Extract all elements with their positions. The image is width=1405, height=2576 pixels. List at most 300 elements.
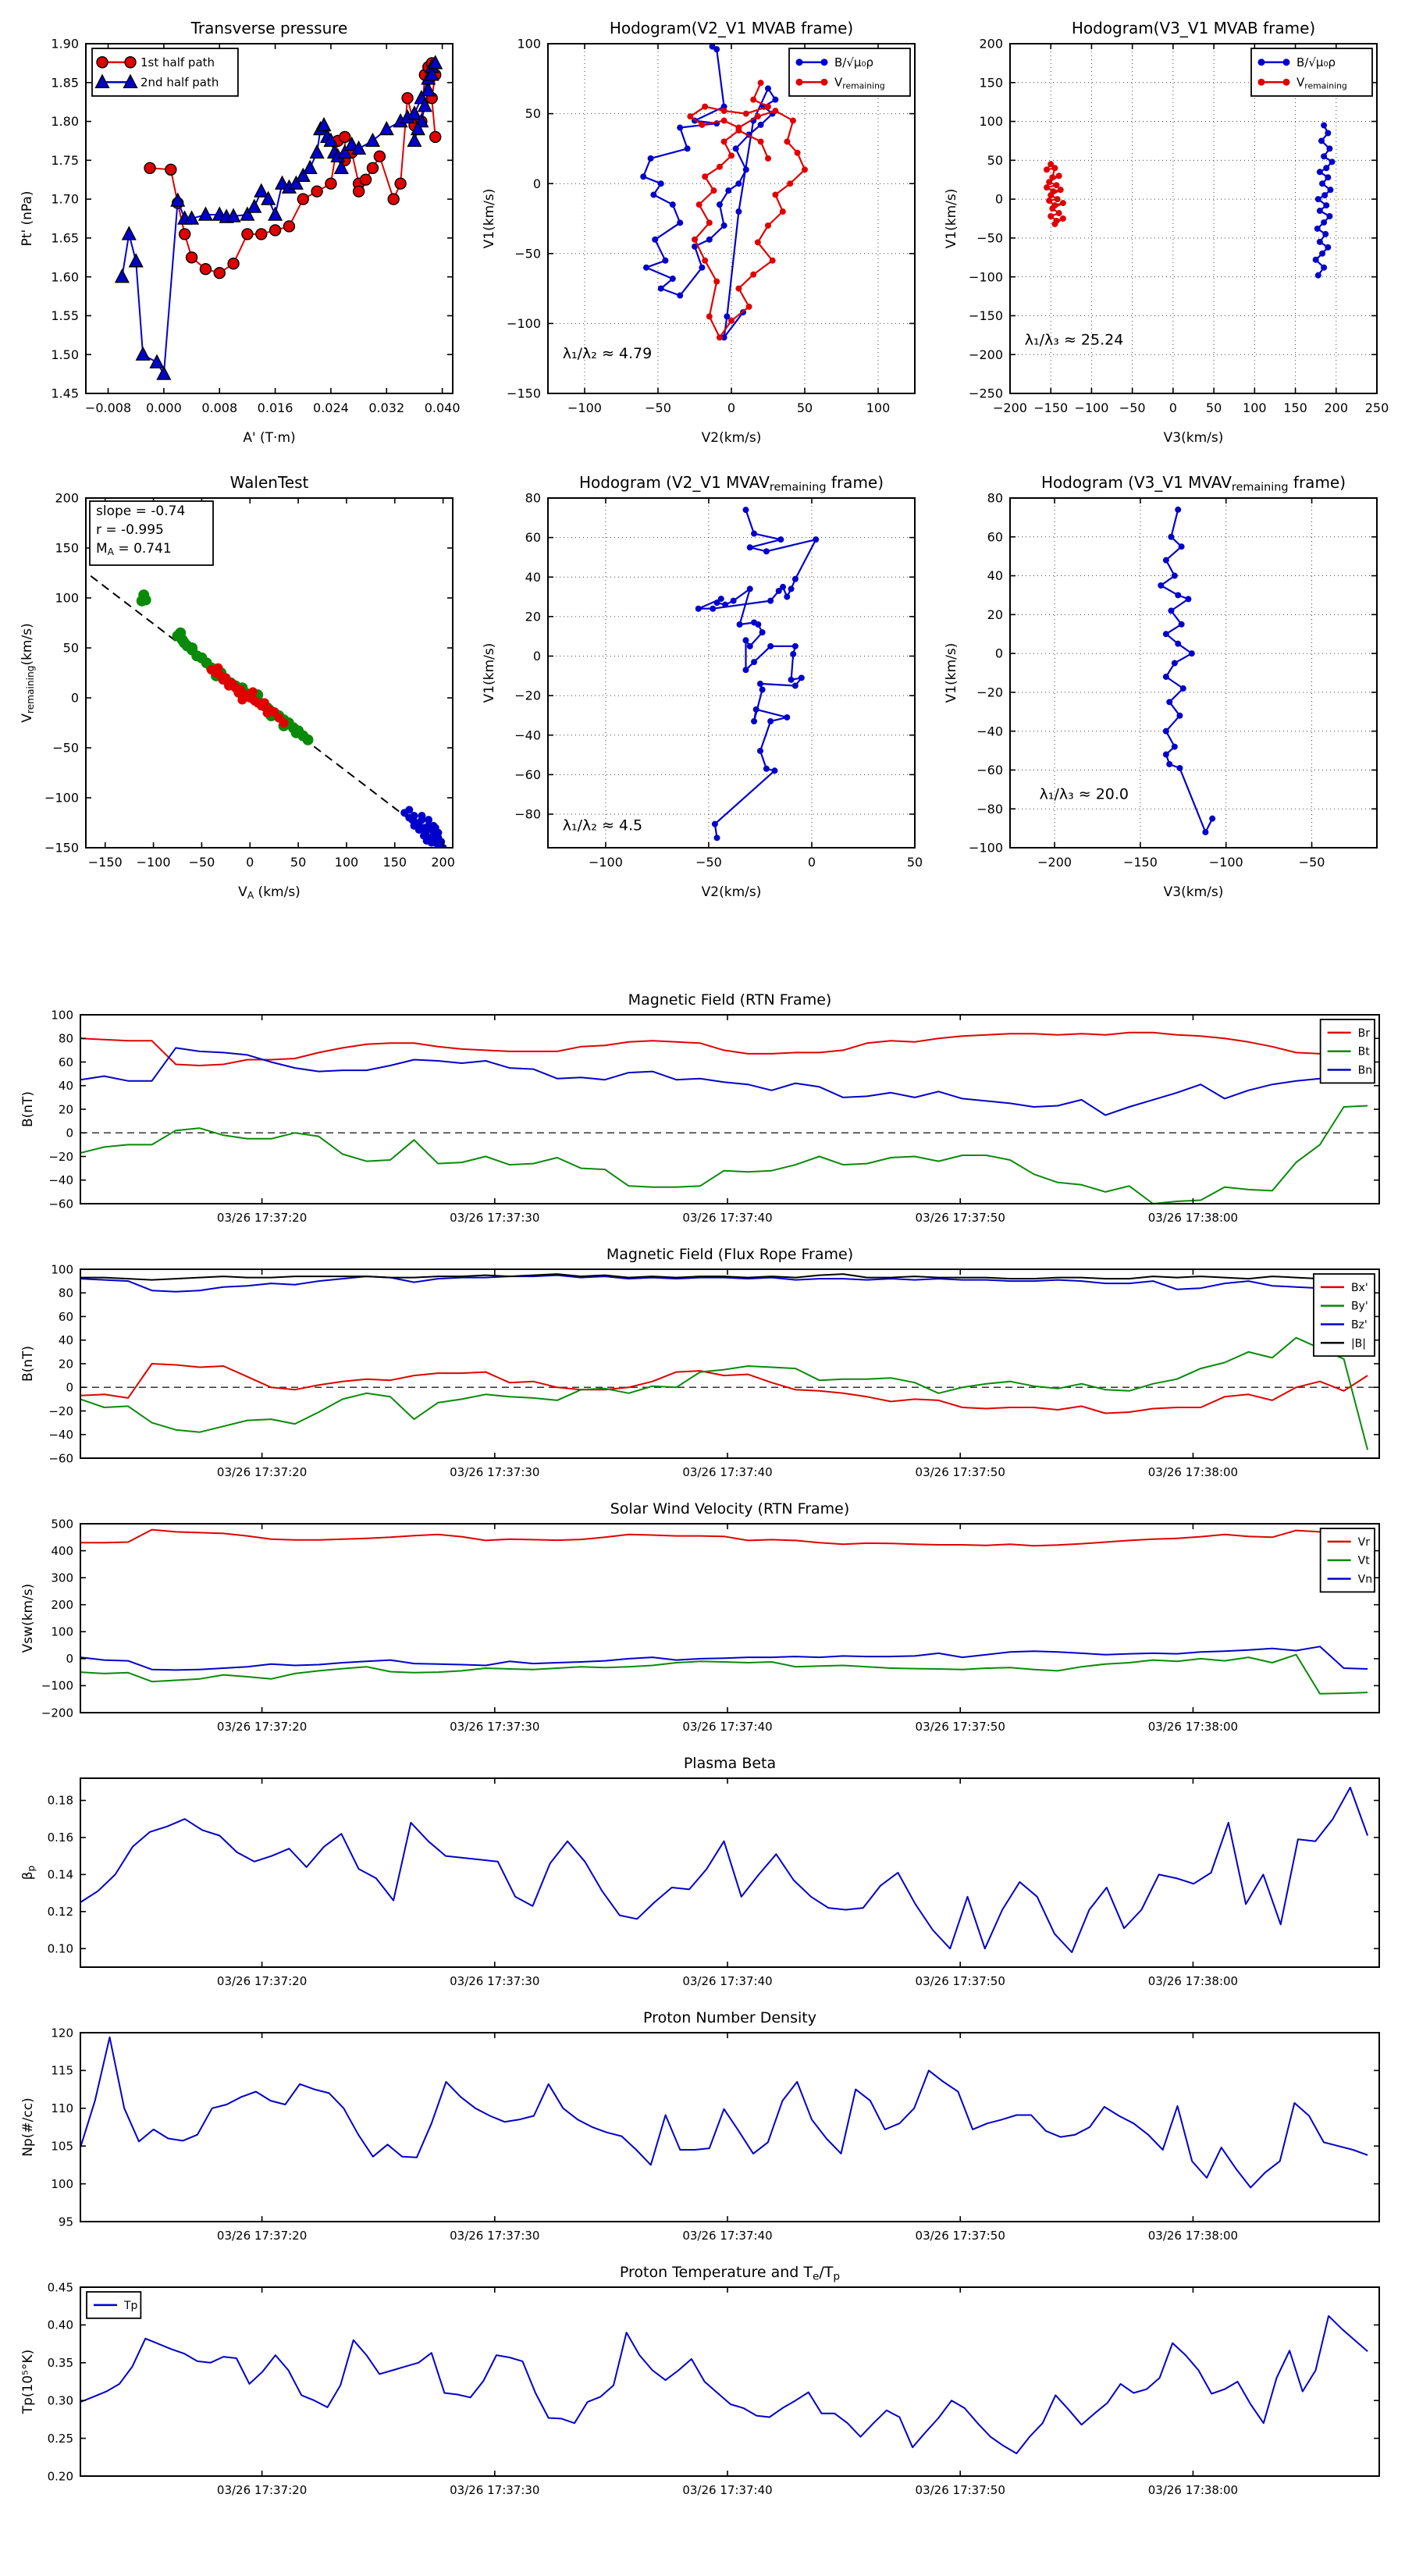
- point-marker: [1163, 631, 1169, 637]
- chart-magnetic-field-rtn: [15, 988, 1390, 1236]
- point-marker: [1056, 210, 1062, 216]
- point-marker: [1168, 607, 1174, 614]
- point-marker: [702, 173, 708, 180]
- series-group: [80, 1274, 1368, 1450]
- point-marker: [755, 239, 761, 245]
- point-marker: [757, 681, 763, 687]
- svg-text:−150: −150: [1033, 400, 1069, 415]
- chart-proton-number-density: [15, 2006, 1390, 2254]
- svg-text:λ₁/λ₃ ≈ 20.0: λ₁/λ₃ ≈ 20.0: [1039, 785, 1129, 803]
- point-marker: [652, 237, 658, 243]
- point-marker: [1048, 213, 1054, 219]
- svg-text:80: 80: [58, 1286, 73, 1300]
- svg-text:110: 110: [51, 2101, 73, 2116]
- point-marker: [735, 208, 742, 215]
- chart-proton-temperature: [15, 2261, 1390, 2509]
- point-marker: [712, 821, 718, 827]
- point-marker: [813, 536, 819, 543]
- svg-text:V2(km/s): V2(km/s): [701, 884, 762, 900]
- svg-text:λ₁/λ₃ ≈ 25.24: λ₁/λ₃ ≈ 25.24: [1024, 331, 1124, 349]
- svg-text:Plasma Beta: Plasma Beta: [683, 1755, 777, 1772]
- point-marker: [1258, 59, 1265, 66]
- svg-text:400: 400: [51, 1543, 73, 1558]
- point-marker: [1056, 173, 1062, 179]
- svg-text:1.75: 1.75: [51, 152, 79, 168]
- point-marker: [228, 258, 239, 269]
- point-marker: [677, 293, 683, 299]
- svg-text:1.80: 1.80: [51, 114, 79, 130]
- svg-text:03/26 17:37:20: 03/26 17:37:20: [216, 1720, 308, 1734]
- series-V-remaining: [690, 83, 805, 337]
- svg-text:60: 60: [58, 1055, 73, 1069]
- svg-text:20: 20: [525, 609, 541, 624]
- point-marker: [354, 186, 365, 197]
- point-marker: [710, 606, 716, 612]
- svg-text:−20: −20: [48, 1404, 73, 1418]
- svg-text:Hodogram(V3_V1 MVAB frame): Hodogram(V3_V1 MVAB frame): [1071, 19, 1316, 37]
- svg-text:−100: −100: [567, 400, 602, 415]
- point-marker: [790, 118, 796, 124]
- point-marker: [790, 651, 796, 657]
- point-marker: [658, 180, 664, 187]
- svg-text:−100: −100: [136, 855, 171, 870]
- axes-frame: [548, 498, 915, 848]
- svg-text:03/26 17:37:50: 03/26 17:37:50: [915, 1211, 1005, 1225]
- point-marker: [742, 637, 749, 643]
- point-marker: [743, 111, 749, 117]
- series-Vt: [80, 1655, 1368, 1694]
- point-marker: [733, 145, 739, 151]
- chart-hodogram-v2v1-mvav: [476, 467, 929, 904]
- svg-text:WalenTest: WalenTest: [229, 473, 309, 492]
- point-marker: [721, 108, 727, 114]
- series-beta-p: [80, 1788, 1368, 1952]
- series-Bt: [80, 1106, 1368, 1204]
- point-marker: [1172, 744, 1178, 750]
- svg-text:50: 50: [906, 855, 923, 870]
- svg-text:20: 20: [58, 1102, 73, 1117]
- svg-text:−50: −50: [188, 855, 215, 870]
- point-marker: [1209, 816, 1215, 822]
- chart-svg-proton-temperature: [15, 2261, 1390, 2509]
- svg-text:B(nT): B(nT): [20, 1091, 36, 1128]
- svg-text:|B|: |B|: [1350, 1337, 1367, 1350]
- point-marker: [747, 643, 753, 649]
- svg-text:500: 500: [51, 1517, 73, 1532]
- point-marker: [1163, 752, 1169, 758]
- svg-text:03/26 17:37:20: 03/26 17:37:20: [216, 1211, 308, 1225]
- point-marker: [1179, 543, 1185, 550]
- svg-text:0.040: 0.040: [424, 400, 461, 415]
- point-marker: [742, 507, 749, 513]
- point-marker: [1313, 257, 1319, 263]
- point-marker: [771, 767, 777, 774]
- point-marker: [256, 229, 267, 240]
- svg-text:115: 115: [51, 2063, 73, 2078]
- point-marker: [1323, 165, 1329, 171]
- point-marker: [361, 174, 372, 185]
- point-marker: [429, 822, 437, 830]
- svg-text:−250: −250: [969, 386, 1003, 401]
- point-marker: [248, 687, 258, 696]
- point-marker: [670, 201, 676, 208]
- point-marker: [751, 659, 757, 665]
- point-marker: [706, 313, 713, 319]
- point-marker: [1321, 219, 1327, 226]
- point-marker: [710, 187, 717, 194]
- svg-text:VA (km/s): VA (km/s): [238, 884, 301, 902]
- svg-text:50: 50: [987, 152, 1003, 168]
- chart-svg-magnetic-field-rtn: [15, 988, 1390, 1236]
- svg-text:200: 200: [431, 855, 455, 870]
- svg-text:Magnetic Field (Flux Rope Fram: Magnetic Field (Flux Rope Frame): [606, 1246, 854, 1263]
- point-marker: [1317, 208, 1323, 214]
- svg-text:0: 0: [1168, 400, 1177, 415]
- point-marker: [721, 138, 727, 144]
- svg-text:−100: −100: [44, 790, 79, 806]
- svg-text:1.85: 1.85: [51, 75, 79, 91]
- chart-svg-walen-test: [14, 467, 467, 904]
- svg-text:Bn: Bn: [1357, 1064, 1373, 1077]
- svg-text:03/26 17:38:00: 03/26 17:38:00: [1147, 2229, 1239, 2243]
- point-marker: [662, 258, 668, 264]
- point-marker: [750, 272, 756, 278]
- point-marker: [423, 837, 431, 845]
- point-marker: [242, 229, 253, 240]
- svg-text:0: 0: [807, 855, 816, 870]
- point-marker: [750, 97, 756, 103]
- series-Np: [80, 2037, 1368, 2188]
- svg-text:−50: −50: [1119, 400, 1146, 415]
- svg-text:−60: −60: [514, 767, 541, 782]
- svg-text:−100: −100: [588, 855, 623, 870]
- svg-text:03/26 17:37:50: 03/26 17:37:50: [915, 2229, 1005, 2243]
- svg-text:150: 150: [979, 75, 1003, 91]
- svg-text:03/26 17:37:20: 03/26 17:37:20: [216, 1974, 308, 1988]
- series-Bx': [80, 1364, 1368, 1414]
- point-marker: [792, 682, 799, 688]
- point-marker: [770, 258, 776, 264]
- svg-text:V1(km/s): V1(km/s): [482, 642, 497, 703]
- triangle-marker: [130, 254, 143, 267]
- point-marker: [767, 598, 774, 604]
- svg-text:03/26 17:37:50: 03/26 17:37:50: [915, 1974, 1005, 1988]
- point-marker: [792, 576, 799, 582]
- point-marker: [402, 93, 413, 104]
- point-marker: [1321, 192, 1328, 198]
- triangle-marker: [199, 208, 212, 220]
- chart-hodogram-v3v1-mvav: [938, 467, 1391, 904]
- svg-text:A' (T·m): A' (T·m): [243, 430, 296, 446]
- svg-text:0.000: 0.000: [145, 400, 182, 415]
- svg-text:0.016: 0.016: [257, 400, 293, 415]
- svg-text:0.30: 0.30: [47, 2393, 73, 2408]
- point-marker: [706, 237, 713, 243]
- point-marker: [1283, 79, 1290, 86]
- svg-text:−50: −50: [695, 855, 722, 870]
- svg-text:Solar Wind Velocity (RTN Frame: Solar Wind Velocity (RTN Frame): [610, 1500, 850, 1517]
- point-marker: [140, 595, 151, 606]
- point-marker: [367, 162, 378, 173]
- point-marker: [291, 728, 302, 738]
- svg-text:Pt' (nPa): Pt' (nPa): [20, 190, 35, 247]
- point-marker: [784, 714, 790, 720]
- chart-svg-hodogram-v2v1-mvav: [476, 467, 929, 904]
- svg-text:03/26 17:37:50: 03/26 17:37:50: [915, 1720, 1005, 1734]
- point-marker: [187, 252, 197, 263]
- svg-text:0.14: 0.14: [47, 1867, 73, 1882]
- svg-text:100: 100: [51, 2176, 73, 2191]
- point-marker: [279, 718, 289, 728]
- svg-text:03/26 17:37:50: 03/26 17:37:50: [915, 2483, 1005, 2497]
- point-marker: [796, 79, 803, 86]
- chart-hodogram-v3v1-mvab: [938, 12, 1391, 450]
- svg-text:0: 0: [66, 1652, 73, 1667]
- svg-text:100: 100: [51, 1262, 73, 1277]
- svg-text:−80: −80: [976, 801, 1003, 817]
- svg-text:−20: −20: [514, 688, 541, 703]
- svg-text:−50: −50: [514, 246, 541, 262]
- point-marker: [687, 113, 693, 119]
- svg-text:−200: −200: [41, 1706, 73, 1720]
- point-marker: [270, 225, 281, 236]
- point-marker: [180, 229, 190, 240]
- svg-text:03/26 17:38:00: 03/26 17:38:00: [1147, 1465, 1239, 1479]
- point-marker: [125, 57, 136, 68]
- series-Vr: [80, 1530, 1368, 1546]
- svg-text:Hodogram (V2_V1 MVAVremaining: Hodogram (V2_V1 MVAVremaining frame): [578, 473, 884, 494]
- series-By': [80, 1338, 1368, 1450]
- svg-text:−40: −40: [48, 1173, 73, 1187]
- point-marker: [735, 180, 742, 187]
- point-marker: [658, 286, 664, 292]
- svg-text:−40: −40: [48, 1428, 73, 1442]
- series-group: [91, 576, 448, 852]
- chart-transverse-pressure: [14, 12, 467, 450]
- legend: [1314, 1274, 1375, 1356]
- point-marker: [214, 268, 225, 279]
- svg-text:Tp(10⁵°K): Tp(10⁵°K): [20, 2349, 36, 2414]
- point-marker: [713, 46, 720, 52]
- series-Tp: [80, 2316, 1368, 2453]
- point-marker: [796, 59, 803, 66]
- svg-text:1.45: 1.45: [51, 386, 79, 401]
- legend: [87, 2292, 140, 2318]
- point-marker: [758, 80, 764, 86]
- svg-text:0: 0: [994, 646, 1003, 661]
- chart-svg-proton-number-density: [15, 2006, 1390, 2254]
- point-marker: [784, 594, 790, 600]
- svg-text:Vremaining(km/s): Vremaining(km/s): [20, 623, 37, 723]
- point-marker: [776, 588, 782, 594]
- triangle-marker: [137, 347, 150, 360]
- point-marker: [767, 643, 774, 649]
- svg-text:03/26 17:37:20: 03/26 17:37:20: [216, 1465, 308, 1479]
- svg-text:V2(km/s): V2(km/s): [701, 430, 762, 446]
- point-marker: [757, 748, 763, 754]
- svg-text:Hodogram(V2_V1 MVAB frame): Hodogram(V2_V1 MVAB frame): [609, 19, 854, 37]
- point-marker: [1322, 231, 1329, 237]
- point-marker: [1175, 507, 1181, 513]
- point-marker: [1202, 829, 1208, 835]
- point-marker: [1258, 79, 1265, 86]
- triangle-marker: [157, 367, 170, 379]
- svg-text:Hodogram (V3_V1 MVAVremaining: Hodogram (V3_V1 MVAVremaining frame): [1040, 473, 1346, 494]
- svg-text:40: 40: [525, 569, 541, 585]
- point-marker: [699, 122, 705, 128]
- svg-text:03/26 17:37:40: 03/26 17:37:40: [682, 2483, 773, 2497]
- svg-text:1.70: 1.70: [51, 191, 79, 207]
- svg-text:−200: −200: [993, 400, 1027, 415]
- axes-frame: [80, 1015, 1379, 1204]
- svg-text:0: 0: [532, 176, 541, 191]
- svg-text:−100: −100: [41, 1678, 73, 1693]
- triangle-marker: [311, 145, 324, 158]
- point-marker: [802, 166, 808, 173]
- point-marker: [325, 178, 336, 189]
- svg-text:100: 100: [334, 855, 359, 870]
- point-marker: [792, 643, 799, 649]
- point-marker: [1049, 205, 1055, 212]
- point-marker: [1185, 596, 1191, 602]
- svg-text:80: 80: [525, 490, 541, 506]
- timeseries-stack: [0, 988, 1405, 2509]
- svg-text:20: 20: [58, 1357, 73, 1372]
- point-marker: [721, 222, 727, 229]
- svg-text:0.20: 0.20: [47, 2469, 73, 2484]
- point-marker: [759, 687, 766, 693]
- svg-text:60: 60: [525, 530, 541, 546]
- triangle-marker: [254, 184, 268, 197]
- legend: [1251, 48, 1372, 96]
- point-marker: [1315, 196, 1321, 202]
- svg-text:Bx': Bx': [1350, 1281, 1368, 1294]
- svg-text:40: 40: [58, 1079, 73, 1093]
- svg-text:B(nT): B(nT): [20, 1345, 36, 1382]
- svg-text:0: 0: [532, 649, 541, 664]
- point-marker: [763, 766, 770, 772]
- svg-text:0.25: 0.25: [47, 2431, 73, 2446]
- legend: [1321, 1019, 1375, 1083]
- point-marker: [302, 735, 313, 745]
- svg-text:03/26 17:38:00: 03/26 17:38:00: [1147, 1211, 1239, 1225]
- point-marker: [758, 122, 764, 128]
- svg-text:0: 0: [727, 400, 736, 415]
- svg-text:−50: −50: [976, 230, 1003, 246]
- svg-text:−40: −40: [514, 728, 541, 743]
- point-marker: [677, 125, 683, 131]
- svg-text:Vremaining: Vremaining: [1297, 75, 1347, 91]
- svg-text:Transverse pressure: Transverse pressure: [190, 19, 348, 37]
- point-marker: [1172, 660, 1178, 667]
- svg-text:1st half path: 1st half path: [140, 55, 215, 70]
- svg-text:03/26 17:37:20: 03/26 17:37:20: [216, 2229, 308, 2243]
- series-group: [80, 1530, 1368, 1694]
- point-marker: [765, 85, 771, 91]
- point-marker: [759, 629, 766, 635]
- axes-frame: [80, 2287, 1379, 2476]
- point-marker: [297, 194, 308, 205]
- svg-text:03/26 17:38:00: 03/26 17:38:00: [1147, 1974, 1239, 1988]
- point-marker: [670, 276, 676, 282]
- point-marker: [228, 679, 237, 688]
- point-marker: [751, 531, 757, 537]
- svg-text:0.16: 0.16: [47, 1831, 73, 1845]
- svg-text:Vremaining: Vremaining: [834, 75, 885, 91]
- point-marker: [722, 602, 728, 608]
- point-marker: [97, 57, 108, 68]
- point-marker: [283, 221, 294, 232]
- svg-text:−150: −150: [44, 840, 79, 856]
- svg-text:Br: Br: [1357, 1026, 1371, 1040]
- series-group: [80, 2037, 1368, 2188]
- svg-text:03/26 17:37:30: 03/26 17:37:30: [450, 1211, 540, 1225]
- point-marker: [717, 164, 723, 170]
- chart-solar-wind-velocity: [15, 1497, 1390, 1745]
- svg-text:03/26 17:37:40: 03/26 17:37:40: [682, 1720, 773, 1734]
- svg-text:60: 60: [58, 1309, 73, 1324]
- point-marker: [1189, 650, 1195, 656]
- triangle-marker: [304, 161, 317, 173]
- svg-text:20: 20: [987, 607, 1003, 622]
- point-marker: [799, 674, 805, 681]
- svg-text:V1(km/s): V1(km/s): [482, 188, 497, 249]
- series-Vn: [80, 1646, 1368, 1670]
- point-marker: [717, 334, 723, 340]
- point-marker: [731, 598, 737, 604]
- point-marker: [1317, 239, 1323, 245]
- point-marker: [1180, 685, 1186, 692]
- point-marker: [788, 585, 795, 592]
- svg-text:0.35: 0.35: [47, 2356, 73, 2371]
- triangle-marker: [116, 270, 129, 283]
- svg-text:0: 0: [66, 1126, 73, 1140]
- point-marker: [1317, 169, 1323, 175]
- point-marker: [714, 834, 720, 841]
- series-B-hodogram: [643, 47, 775, 338]
- point-marker: [787, 180, 793, 187]
- point-marker: [728, 318, 735, 324]
- point-marker: [1321, 153, 1327, 159]
- svg-text:0.12: 0.12: [47, 1905, 73, 1920]
- point-marker: [765, 104, 771, 110]
- point-marker: [1158, 582, 1164, 589]
- chart-hodogram-v2v1-mvab: [476, 12, 929, 450]
- point-marker: [1283, 59, 1290, 66]
- series-Br: [80, 1033, 1368, 1066]
- svg-text:250: 250: [1364, 400, 1389, 415]
- point-marker: [692, 237, 698, 243]
- series-group: [1158, 507, 1215, 835]
- svg-text:0.18: 0.18: [47, 1793, 73, 1808]
- svg-text:100: 100: [51, 1008, 73, 1023]
- point-marker: [1325, 244, 1331, 251]
- point-marker: [735, 127, 742, 133]
- point-marker: [765, 155, 771, 162]
- axes-frame: [80, 1524, 1379, 1713]
- point-marker: [405, 806, 413, 813]
- point-marker: [1314, 226, 1321, 232]
- svg-text:100: 100: [1243, 400, 1267, 415]
- point-marker: [650, 192, 656, 198]
- svg-text:100: 100: [51, 1624, 73, 1639]
- svg-text:150: 150: [1283, 400, 1307, 415]
- point-marker: [263, 708, 272, 717]
- point-marker: [753, 706, 759, 713]
- point-marker: [1163, 728, 1169, 735]
- svg-text:50: 50: [796, 400, 813, 415]
- svg-text:−150: −150: [969, 308, 1003, 324]
